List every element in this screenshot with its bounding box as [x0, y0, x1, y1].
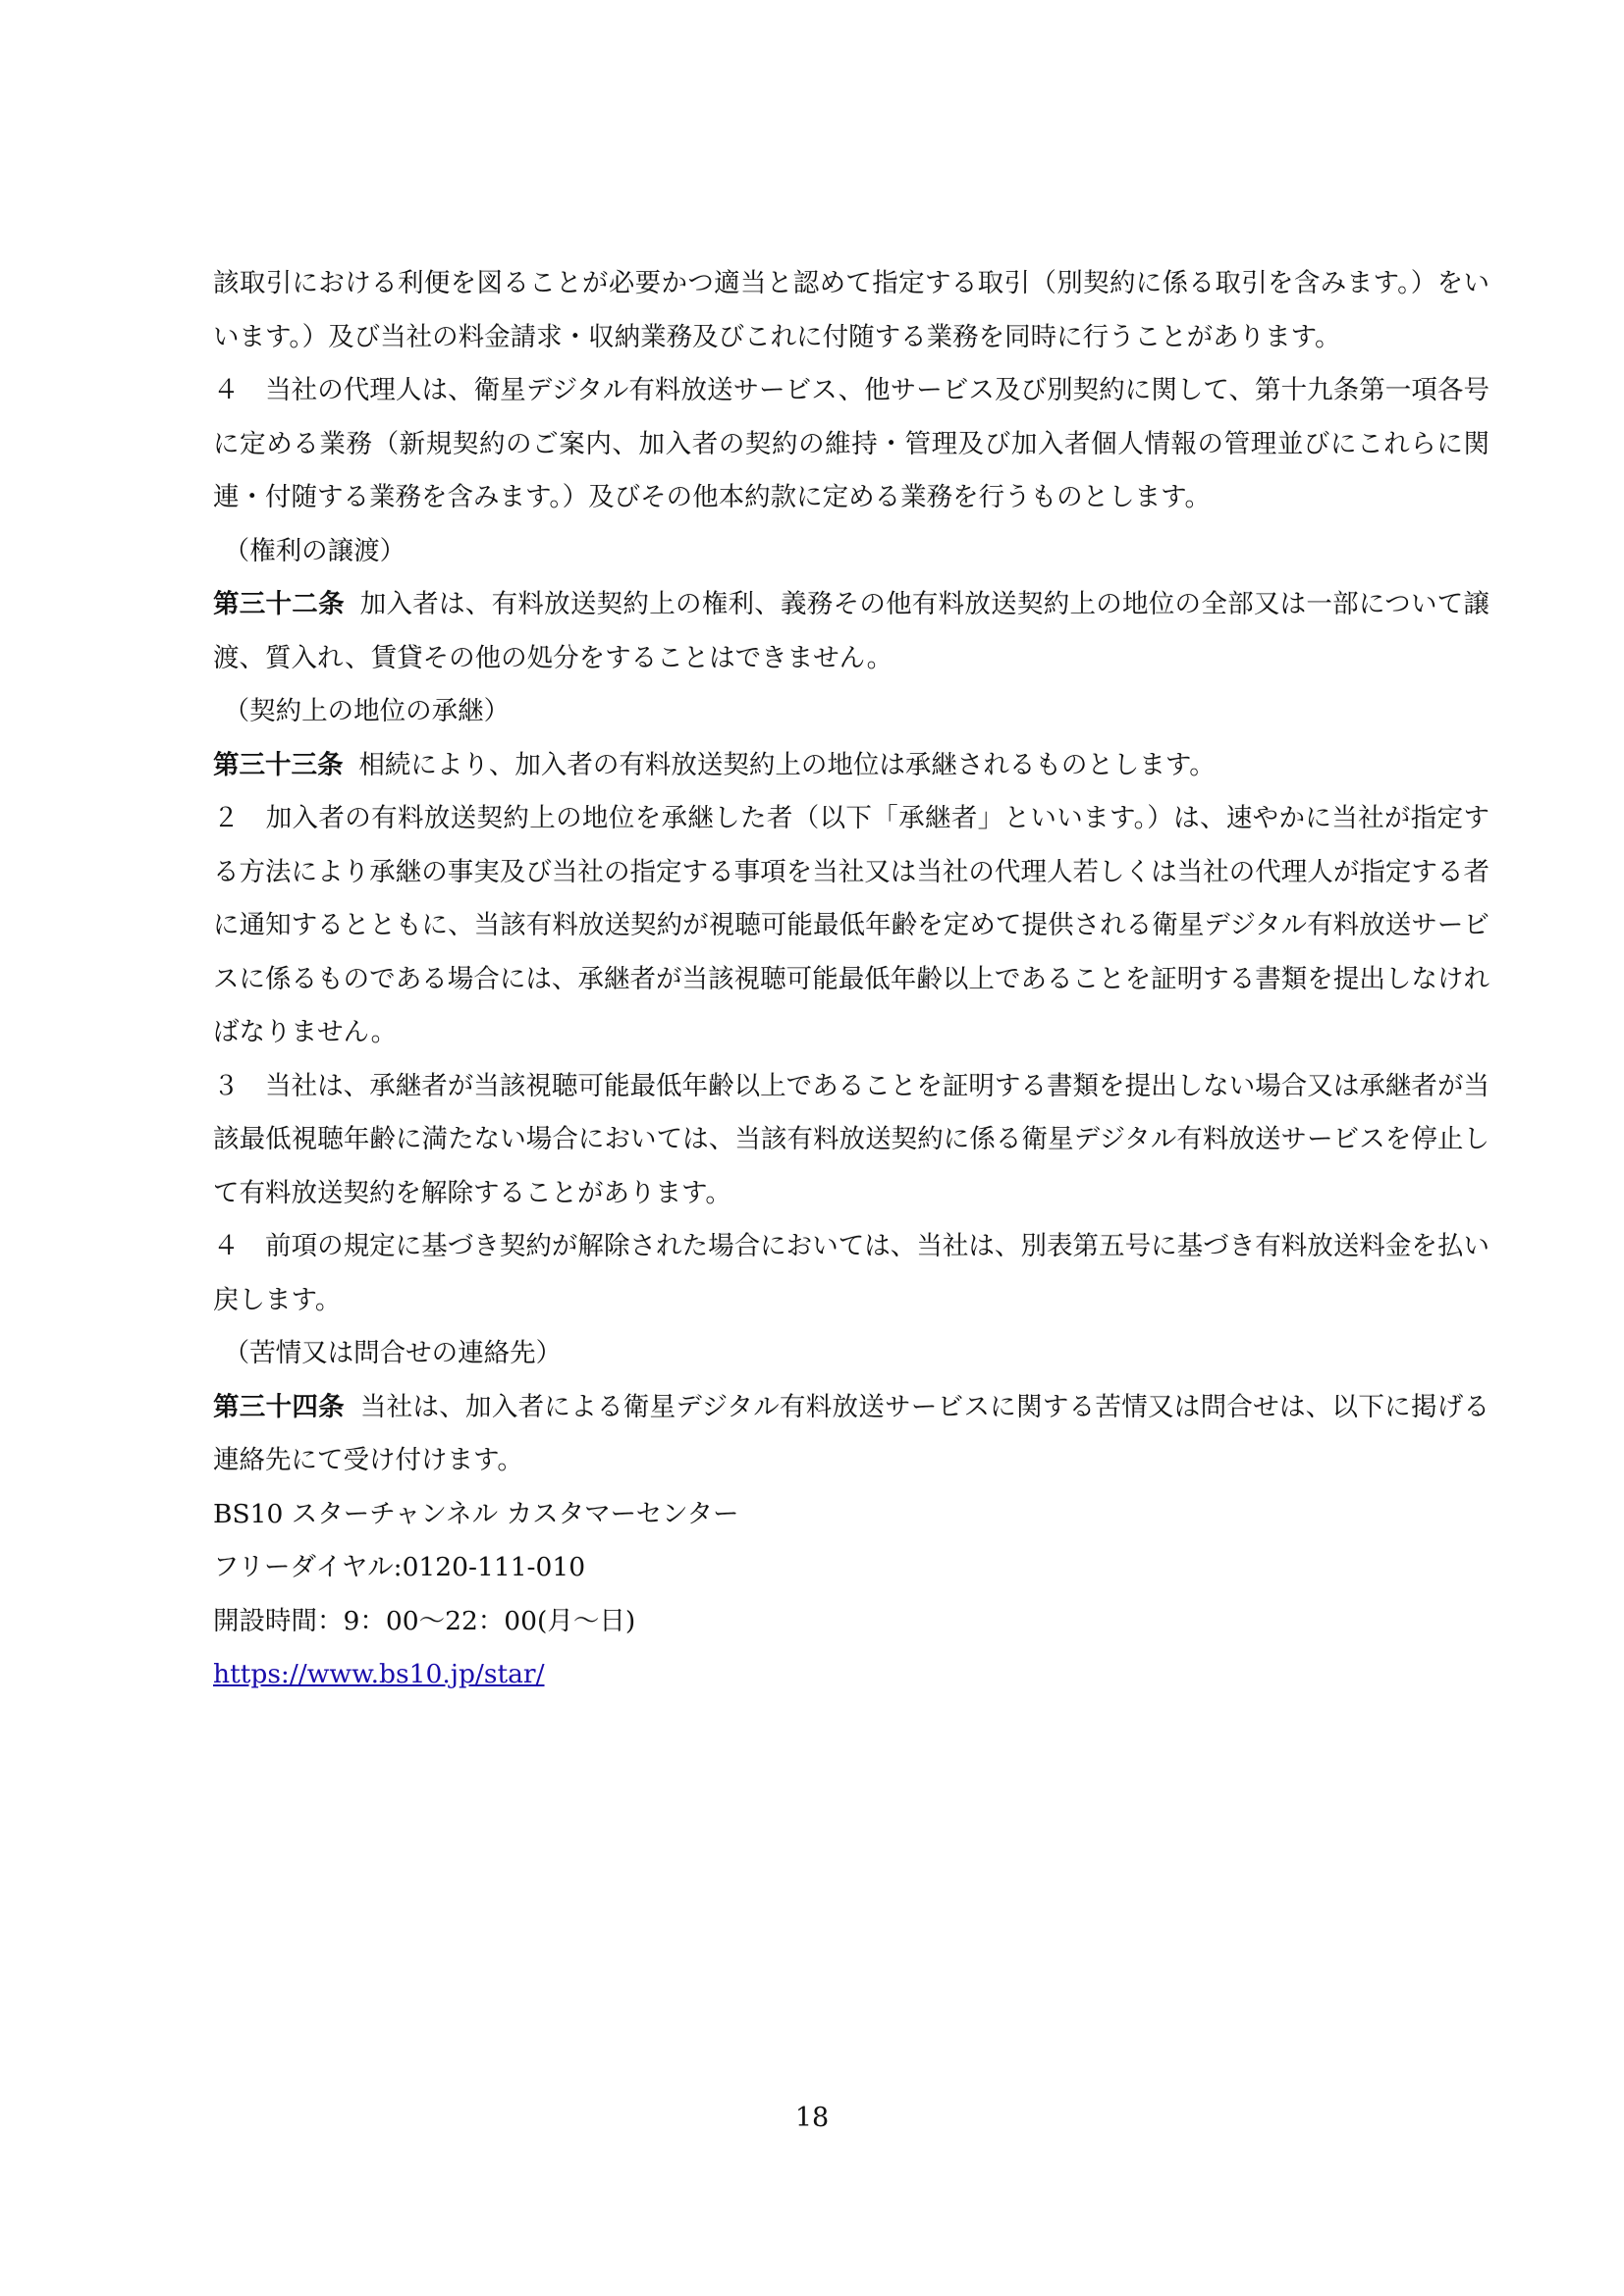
article-33-heading: （契約上の地位の承継）	[223, 696, 511, 726]
article-32	[213, 578, 1489, 685]
article-34	[213, 1381, 1489, 1488]
paragraph-clause-4: ４ 当社の代理人は、衛星デジタル有料放送サービス、他サービス及び別契約に関して、第十九条第一項各号に定める業務（新規契約のご案内、加入者の契約の維持・管理及び加入者個人情報の管理並びにこれらに関連・付随する業務を含みます。）及びその他本約款に定める業務を行うものとします。	[213, 375, 1489, 512]
contact-hours: 開設時間：9：00～22：00(月～日)	[213, 1605, 636, 1636]
article-33-number: 第三十三条	[213, 749, 344, 780]
article-34-text: 当社は、加入者による衛星デジタル有料放送サービスに関する苦情又は問合せは、以下に掲げる連絡先にて受け付けます。	[213, 1391, 1490, 1475]
article-32-text: 加入者は、有料放送契約上の権利、義務その他有料放送契約上の地位の全部又は一部について譲渡、質入れ、賃貸その他の処分をすることはできません。	[213, 589, 1489, 673]
article-33-clause-4: ４ 前項の規定に基づき契約が解除された場合においては、当社は、別表第五号に基づき有料放送料金を払い戻します。	[213, 1231, 1489, 1315]
contact-phone: フリーダイヤル:0120-111-010	[213, 1552, 586, 1582]
article-34-number: 第三十四条	[213, 1391, 345, 1422]
article-33-clause-2: ２ 加入者の有料放送契約上の地位を承継した者（以下「承継者」といいます。）は、速やかに当社が指定する方法により承継の事実及び当社の指定する事項を当社又は当社の代理人若しくは当社の代理人が指定する者に通知するとともに、当該有料放送契約が視聴可能最低年齢を定めて提供される衛星デジタル有料放送サービスに係るものである場合には、承継者が当該視聴可能最低年齢以上であることを証明する書類を提出しなければなりません。	[213, 803, 1489, 1047]
article-32-number: 第三十二条	[213, 589, 345, 619]
paragraph-continuation: 該取引における利便を図ることが必要かつ適当と認めて指定する取引（別契約に係る取引を含みます。）をいいます。）及び当社の料金請求・収納業務及びこれに付随する業務を同時に行うことがあります。	[213, 268, 1489, 352]
page-number: 18	[794, 2103, 830, 2133]
contact-center-name: BS10 スターチャンネル カスタマーセンター	[213, 1498, 739, 1529]
article-33-text: 相続により、加入者の有料放送契約上の地位は承継されるものとします。	[358, 749, 1216, 780]
document-body	[213, 257, 1489, 1702]
contact-url-link[interactable]: https://www.bs10.jp/star/	[213, 1659, 545, 1689]
article-33-clause-3: ３ 当社は、承継者が当該視聴可能最低年齢以上であることを証明する書類を提出しない場合又は承継者が当該最低視聴年齢に満たない場合においては、当該有料放送契約に係る衛星デジタル有料放送サービスを停止して有料放送契約を解除することがあります。	[213, 1070, 1489, 1208]
article-33	[213, 739, 1489, 793]
article-32-heading: （権利の譲渡）	[223, 535, 406, 566]
article-34-heading: （苦情又は問合せの連絡先）	[223, 1338, 563, 1368]
contact-url-line	[213, 1648, 1489, 1702]
